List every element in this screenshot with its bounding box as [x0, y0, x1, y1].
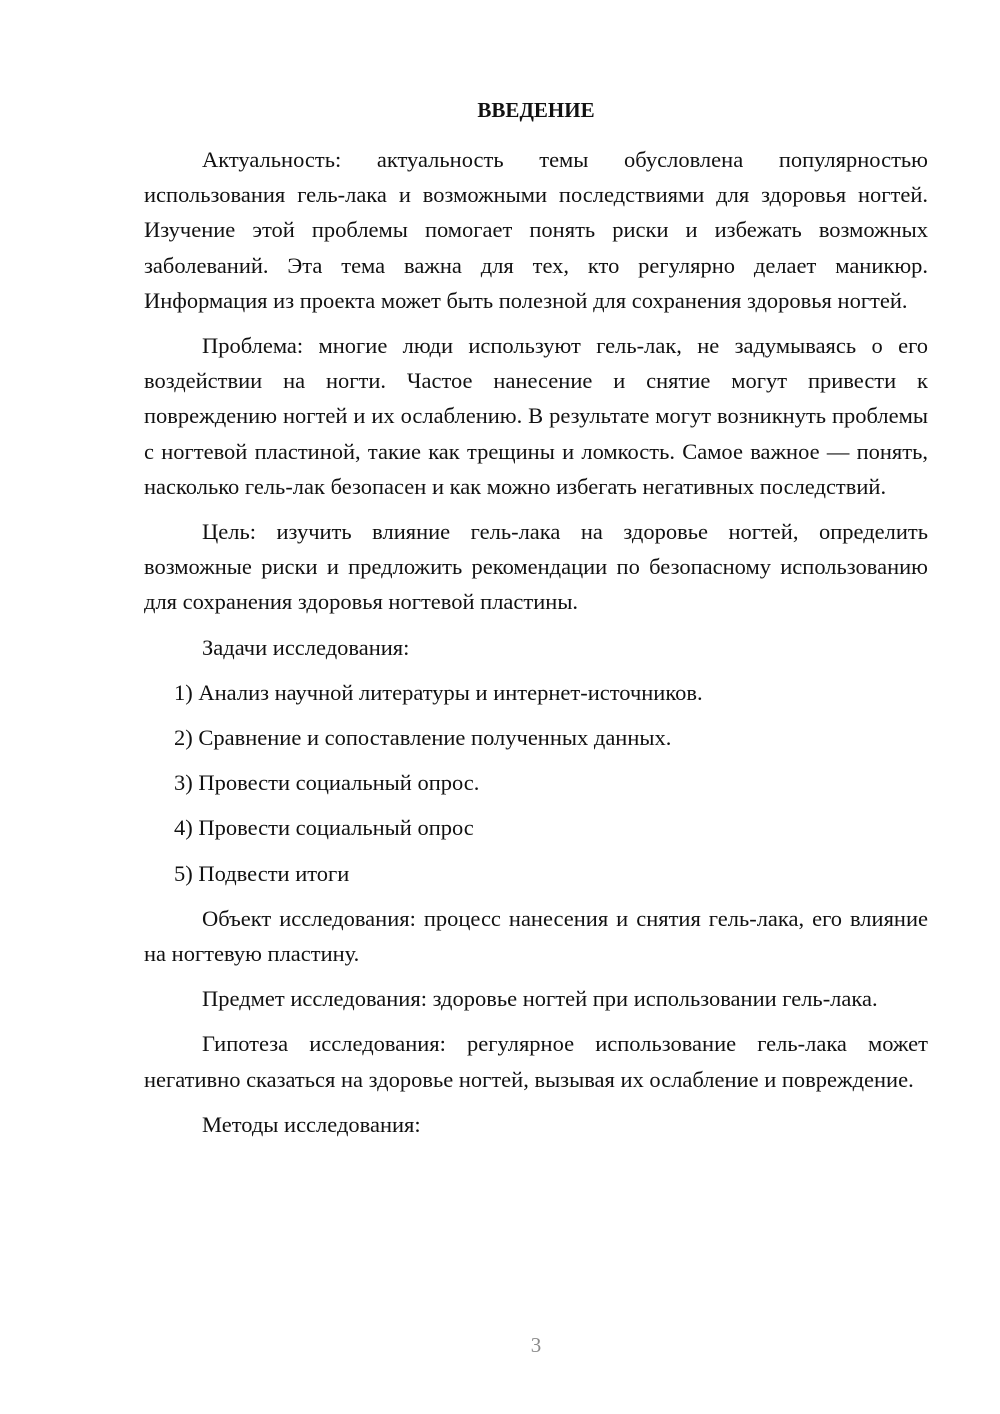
- subject-paragraph: Предмет исследования: здоровье ногтей при использовании гель-лака.: [202, 986, 878, 1012]
- list-item: 5) Подвести итоги: [174, 860, 350, 886]
- problem-paragraph: Проблема: многие люди используют гель-лак, не задумываясь о его воздействии на ногти. Частое нанесение и снятие могут привести к повреждению ногтей и их ослаблению. В результате могут возникнуть проблемы с ногтевой пластиной, такие как трещины и ломкость. Самое важное — понять, насколько гель-лак безопасен и как можно избегать негативных последствий.: [144, 333, 928, 499]
- hypothesis-paragraph: Гипотеза исследования: регулярное использование гель-лака может негативно сказаться на здоровье ногтей, вызывая их ослабление и повреждение.: [144, 1031, 928, 1092]
- list-item: 3) Провести социальный опрос.: [174, 770, 480, 796]
- list-item: 4) Провести социальный опрос: [174, 815, 474, 841]
- page-number: 3: [530, 1333, 542, 1357]
- list-item: 1) Анализ научной литературы и интернет-источников.: [174, 679, 703, 705]
- tasks-heading: Задачи исследования:: [202, 634, 410, 660]
- page-title: ВВЕДЕНИЕ: [477, 98, 595, 122]
- relevance-paragraph: Актуальность: актуальность темы обусловлена популярностью использования гель-лака и возможными последствиями для здоровья ногтей. Изучение этой проблемы помогает понять риски и избежать возможных заболеваний. Эта тема важна для тех, кто регулярно делает маникюр. Информация из проекта может быть полезной для сохранения здоровья ногтей.: [144, 147, 928, 313]
- object-paragraph: Объект исследования: процесс нанесения и снятия гель-лака, его влияние на ногтевую пластину.: [144, 905, 928, 967]
- tasks-list: [144, 675, 928, 891]
- list-item: 2) Сравнение и сопоставление полученных данных.: [174, 725, 672, 751]
- goal-paragraph: Цель: изучить влияние гель-лака на здоровье ногтей, определить возможные риски и предложить рекомендации по безопасному использованию для сохранения здоровья ногтевой пластины.: [144, 519, 928, 615]
- document-page: [144, 96, 928, 1152]
- methods-heading: Методы исследования:: [202, 1111, 421, 1137]
